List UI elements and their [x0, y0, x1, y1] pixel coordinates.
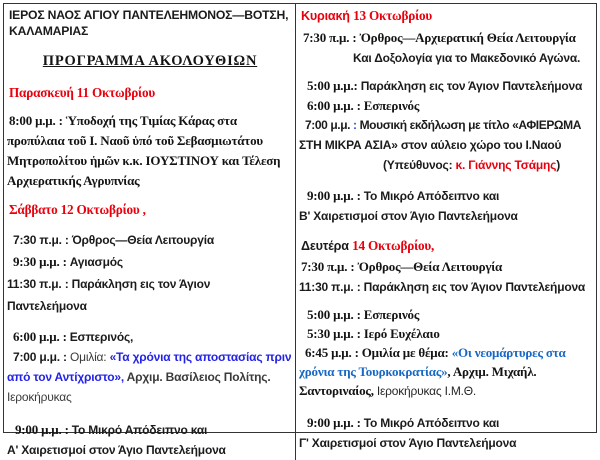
text-segment: προπύλαια τοῦ Ι. Ναοῦ ὑπό τοῦ Σεβασμιωτάτου [7, 133, 263, 148]
text-segment: 9:00 μ.μ. : [307, 415, 364, 430]
text-segment: Γ' Χαιρετισμοί στον Άγιο Παντελεήμονα [299, 436, 517, 450]
day-heading-sunday [299, 7, 594, 25]
text-line [7, 440, 293, 460]
text-segment: 9:30 μ.μ. : [13, 254, 70, 269]
sunday-morning-entries [299, 28, 594, 68]
text-line [7, 131, 293, 151]
text-segment: Το Μικρό Απόδειπνο και [363, 416, 500, 430]
text-line [299, 343, 594, 362]
day-heading-monday [299, 237, 594, 255]
text-segment: 14 Οκτωβρίου, [352, 238, 435, 253]
left-column [4, 4, 296, 460]
text-line [7, 347, 293, 367]
text-line [299, 48, 594, 68]
text-segment: Μητροπολίτου ἡμῶν κ.κ. ΙΟΥΣΤΙΝΟΥ και Τέλεση [7, 153, 281, 168]
day-heading-friday [7, 84, 293, 102]
text-line [299, 155, 594, 175]
text-segment: χρόνια της Τουρκοκρατίας» [299, 364, 448, 379]
text-segment: 9:00 μ.μ. : [15, 422, 72, 437]
text-segment: Ιεροκήρυκας Ι.Μ.Θ. [376, 384, 477, 398]
text-line [7, 51, 293, 71]
text-segment: Εσπερινός, [69, 330, 134, 344]
text-segment: 7:30 π.μ. : Ὀρθρος—Αρχιερατική Θεία Λειτουργία [303, 30, 576, 45]
text-line [7, 327, 293, 347]
text-line [299, 257, 594, 277]
text-segment: Ομιλία: [69, 350, 110, 364]
text-line [7, 367, 293, 387]
text-segment: κ. Γιάννης Τσάμης [455, 158, 557, 172]
text-line [7, 84, 293, 102]
text-segment: 6:00 μ.μ. : Εσπερινός [307, 98, 420, 113]
text-segment: (Υπεύθυνος: [383, 158, 456, 172]
text-segment: «Τα χρόνια της αποστασίας πριν [109, 350, 292, 364]
church-name [7, 7, 293, 39]
text-segment: Αγιασμός [69, 255, 123, 269]
text-segment: 11:30 π.μ. : Παράκληση εις τον Άγιον Παντελεήμονα [299, 280, 586, 294]
text-line [7, 273, 293, 317]
text-line [299, 324, 594, 343]
text-segment: 13 Οκτωβρίου [353, 8, 432, 23]
text-line [299, 433, 594, 453]
text-line [299, 206, 594, 226]
text-segment: Ιεροκήρυκας [7, 390, 72, 404]
text-line [7, 171, 293, 191]
text-segment: 6:00 μ.μ. : [13, 329, 70, 344]
text-segment: ΣΤΗ ΜΙΚΡΑ ΑΣΙΑ» στον αύλειο χώρο του Ι.Ναού [299, 138, 562, 152]
text-segment: : [353, 118, 360, 132]
text-segment: «Οι νεομάρτυρες στα [451, 345, 566, 360]
text-segment: Α' Χαιρετισμοί στον Άγιο Παντελεήμονα [7, 443, 226, 457]
text-line [299, 135, 594, 155]
text-segment: 11:30 π.μ. : Παράκληση εις τον Άγιον Παντελεήμονα [7, 277, 211, 313]
text-line [299, 381, 594, 401]
text-segment: Το Μικρό Απόδειπνο και [363, 189, 500, 203]
text-segment: Το Μικρό Απόδειπνο και [71, 423, 208, 437]
text-segment: 8:00 μ.μ. : Ὑποδοχή της Τιμίας Κάρας στα [9, 113, 237, 128]
text-segment: 5:00 μ.μ.: [307, 78, 361, 93]
text-line [299, 362, 594, 381]
text-segment: Αρχιμ. Βασίλειος Πολίτης. [126, 370, 271, 384]
text-segment: 7:00 μ.μ. [305, 118, 354, 132]
text-segment: 5:30 μ.μ. : Ιερό Ευχέλαιο [307, 326, 440, 341]
text-segment: 9:00 μ.μ. : [307, 188, 364, 203]
text-segment: Και Δοξολογία για το Μακεδονικό Αγώνα. [353, 51, 581, 65]
text-line [299, 277, 594, 297]
text-line [299, 28, 594, 48]
text-segment: Παρασκευή 11 Οκτωβρίου [9, 85, 155, 100]
text-line [7, 111, 293, 131]
text-line [299, 305, 594, 324]
text-segment: 7:00 μ.μ. : [13, 350, 70, 364]
saturday-evening-entries [7, 327, 293, 407]
text-segment: 7:30 π.μ. : Όρθρος—Θεία Λειτουργία [13, 233, 215, 247]
monday-evening-entries [299, 305, 594, 401]
text-line [7, 201, 293, 219]
text-segment: ΠΡΟΓΡΑΜΜΑ ΑΚΟΛΟΥΘΙΩΝ [42, 53, 258, 69]
text-line [299, 115, 594, 135]
text-segment: 5:00 μ.μ. : Εσπερινός [307, 307, 420, 322]
sunday-compline-entry [299, 186, 594, 226]
text-line [7, 420, 293, 440]
text-line [299, 186, 594, 206]
program-title [7, 51, 293, 71]
day-heading-saturday [7, 201, 293, 219]
text-line [299, 76, 594, 96]
text-segment: Β' Χαιρετισμοί στον Άγιο Παντελεήμονα [299, 209, 518, 223]
text-segment: Αρχιμ. Μιχαήλ. [452, 364, 537, 379]
text-segment: Δευτέρα [301, 239, 353, 253]
saturday-morning-entries [7, 229, 293, 317]
text-segment: ) [556, 158, 560, 172]
text-segment: 6:45 μ.μ. : Ομιλία με θέμα: [305, 345, 452, 360]
text-segment: ΚΑΛΑΜΑΡΙΑΣ [9, 24, 89, 38]
text-line [7, 251, 293, 273]
text-line [7, 387, 293, 407]
text-line [7, 7, 293, 23]
text-line [7, 151, 293, 171]
text-segment: Σάββατο 12 Οκτωβρίου , [9, 202, 146, 217]
text-segment: Μουσική εκδήλωση με τίτλο «ΑΦΙΕΡΩΜΑ [359, 118, 582, 132]
text-line [7, 229, 293, 251]
text-line [299, 7, 594, 25]
text-segment: από τον Αντίχριστο», [7, 370, 127, 384]
text-line [299, 237, 594, 255]
text-segment: Σαντοριναίος, [299, 383, 377, 398]
monday-morning-entries [299, 257, 594, 297]
text-segment: , [447, 364, 453, 379]
text-line [299, 96, 594, 115]
sunday-evening-entries [299, 76, 594, 175]
text-line [299, 413, 594, 433]
text-line [7, 23, 293, 39]
right-column [296, 4, 596, 460]
text-segment: Παράκληση εις τον Άγιον Παντελεήμονα [360, 79, 583, 93]
schedule-table [3, 3, 597, 457]
saturday-compline-entry [7, 420, 293, 460]
text-segment: Κυριακή [301, 9, 354, 23]
text-segment: 7:30 π.μ. : Ὀρθρος—Θεία Λειτουργία [301, 259, 503, 274]
text-segment: Αρχιερατικής Αγρυπνίας [7, 173, 140, 188]
monday-compline-entry [299, 413, 594, 453]
friday-vigil-entry [7, 111, 293, 191]
text-segment: ΙΕΡΟΣ ΝΑΟΣ ΑΓΙΟΥ ΠΑΝΤΕΛΕΗΜΟΝΟΣ—ΒΟΤΣΗ, [9, 8, 289, 22]
